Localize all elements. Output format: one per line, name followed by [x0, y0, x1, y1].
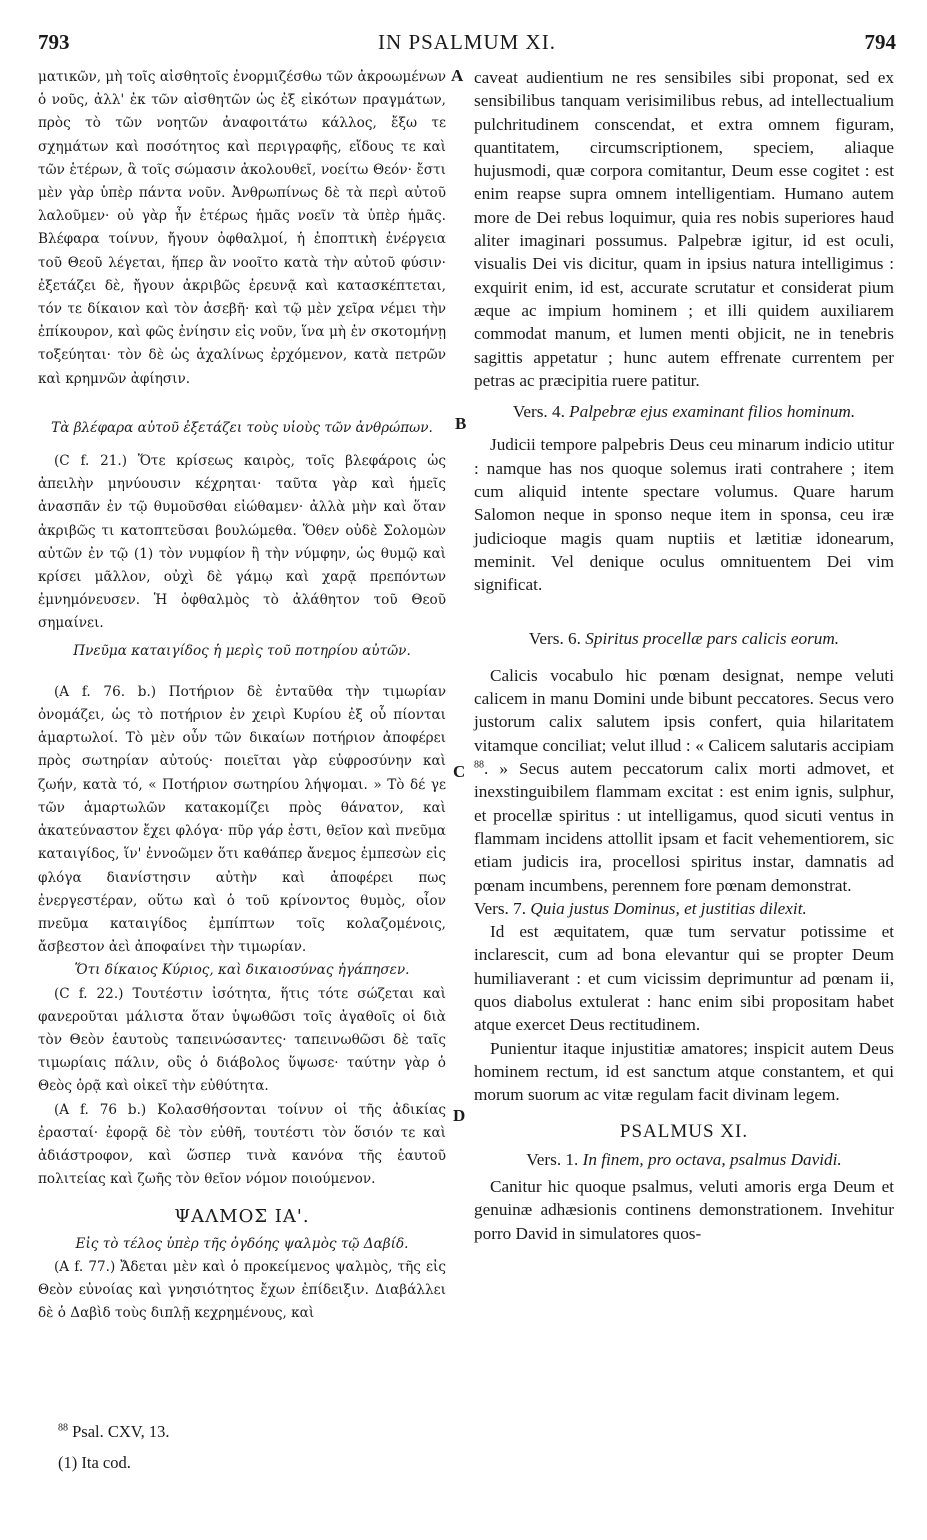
latin-paragraph: Canitur hic quoque psalmus, veluti amoris erga Deum et genuinæ adhæsionis continens demonstrationem. Invehitur porro David in simulatores quos- [474, 1177, 894, 1243]
footnote-ref: 88 [474, 759, 484, 771]
footnote-text: Psal. CXV, 13. [72, 1422, 170, 1441]
verse-label: Vers. 1. [526, 1149, 579, 1169]
text-run: Calicis vocabulo hic pœnam designat, nempe veluti calicem in manu Domini unde bibunt peccatores. Secus vero justorum calix salutem ipsis confert, quia hilaritatem vitamque conciliat; velut illud : « Calicem salutaris accipiam [474, 665, 894, 755]
greek-verse-7: Ὅτι δίκαιος Κύριος, καὶ δικαιοσύνας ἠγάπησεν. [74, 962, 410, 979]
greek-verse-4: Τὰ βλέφαρα αὐτοῦ ἐξετάζει τοὺς υἱοὺς τῶν ἀνθρώπων. [51, 419, 433, 436]
footnote [58, 1416, 169, 1447]
greek-paragraph: ματικῶν, μὴ τοῖς αἰσθητοῖς ἐνορμιζέσθω τῶν ἀκροωμένων ὁ νοῦς, ἀλλ' ἐκ τῶν αἰσθητῶν ὡς ἐξ εἰκότων πραγμάτων, πρὸς τὸ τῶν νοητῶν ἀναφοιτάτω κάλλος, ἔξω τε σχημάτων καὶ ποσότητος καὶ περιγραφῆς, εἴδους τε καὶ τῶν ἑτέρων, ἃ τοῖς σώμασιν ἀκολουθεῖ, νοείτω Θεόν· ἔστι μὲν γὰρ ὑπὲρ πάντα νοῦν. Ἀνθρωπίνως δὲ τὰ περὶ αὐτοῦ λαλοῦμεν· οὐ γὰρ ἦν ἑτέρως ἡμᾶς νοεῖν τὰ ὑπὲρ ἡμᾶς. Βλέφαρα τοίνυν, ἤγουν ὀφθαλμοί, ἡ ἐποπτικὴ ἐνέργεια τοῦ Θεοῦ λέγεται, ἥπερ ἂν νοοῖτο κατὰ τὴν αὐτοῦ φύσιν· ἐξετάζει δὲ, ἤγουν ἀκριβῶς ἐρευνᾷ καὶ κατασκέπτεται, τόν τε δίκαιον καὶ τὸν ἀσεβῆ· καὶ τῷ μὲν χεῖρα νέμει τὴν ἐπίκουρον, καὶ φῶς ἐνίησιν εἰς νοῦν, ἵνα μὴ ἐν σκοτομήνῃ τοξεύηται· τὸν δὲ ὡς ἀχαλίνως ἐρχόμενον, κατὰ πετρῶν καὶ κρημνῶν ἀφίησιν. [38, 69, 446, 387]
greek-paragraph: (C f. 22.) Τουτέστιν ἰσότητα, ἥτις τότε σώζεται καὶ φανεροῦται μάλιστα ὅταν ὑψωθῶσι τοῖς ἀγαθοῖς οἱ διὰ τὸν Θεὸν ἑαυτοὺς ταπεινώσαντες· ταπεινωθῶσι δὲ ταῖς τιμωρίαις πάλιν, οὓς ὁ διάβολος ὕψωσε· ταύτην γὰρ ὁ Θεὸς ὁρᾷ καὶ οἰκεῖ τὴν εὐθύτητα. [38, 985, 446, 1095]
running-title: IN PSALMUM XI. [378, 30, 556, 54]
margin-letter-c: C [453, 762, 466, 781]
margin-letter-b: B [455, 414, 467, 433]
footnote-mark: 88 [58, 1422, 68, 1434]
latin-verse-1 [474, 1148, 894, 1171]
latin-psalm-heading: PSALMUS XI. [619, 1121, 749, 1143]
verse-label: Vers. 4. [512, 402, 565, 422]
verse-text: Quia justus Dominus, et justitias dilexit. [530, 898, 807, 918]
latin-paragraph: Judicii tempore palpebris Deus ceu minarum indicio utitur : namque has nos quoque solemus irati contrahere ; item cum aliquid intente spectare volumus. Quare harum Salomon neque in sponso neque item in sponsa, ceu iræ judicioque magis quam nuptiis et lætitiæ idonearum, meminit. Vel denique oculus omnituentem Dei vim significat. [474, 435, 894, 595]
margin-letter-a: A [451, 66, 464, 85]
greek-verse-1: Εἰς τὸ τέλος ὑπὲρ τῆς ὀγδόης ψαλμὸς τῷ Δαβίδ. [75, 1235, 409, 1252]
footnote [58, 1447, 169, 1478]
text-run: . » Secus autem peccatorum calix morti admovet, et inexstinguibilem flammam excitat : est enim ignis, sulphur, et procellæ spiritus : ut intelligamus, quod sicuti ventus in flammam incidens attollit ipsam et facit vehementiorem, sic etiam judicis ira, procellosi spiritus instar, damnatis ad pœnam incumbens, perennem fore pœnam demonstrat. [474, 759, 894, 895]
greek-column [38, 66, 446, 1325]
margin-letter-d: D [453, 1106, 466, 1125]
verse-label: Vers. 7. [474, 898, 527, 918]
greek-verse-6: Πνεῦμα καταιγίδος ἡ μερὶς τοῦ ποτηρίου αὐτῶν. [73, 642, 411, 659]
latin-paragraph: Id est æquitatem, quæ tum servatur potissime et inclarescit, cum ad bona elevantur qui se propter Deum humiliaverant : et cum vicissim deprimuntur ad pœnam ii, quos diabolus extulerat : hanc enim sibi propositam habet atque exercet Deus rectitudinem. [474, 922, 894, 1035]
latin-paragraph [474, 664, 894, 897]
verse-label: Vers. 6. [528, 628, 581, 648]
greek-paragraph: (A f. 77.) Ἄδεται μὲν καὶ ὁ προκείμενος ψαλμὸς, τῆς εἰς Θεὸν εὐνοίας καὶ γνησιότητος ἔχων ἐπίδειξιν. Διαβάλλει δὲ ὁ Δαβὶδ τοὺς διπλῇ κεχρημένους, καὶ [38, 1258, 446, 1322]
verse-text: Spiritus procellæ pars calicis eorum. [585, 628, 840, 648]
latin-column [474, 66, 894, 1245]
page-number-right: 794 [864, 30, 896, 54]
footnotes [58, 1416, 169, 1478]
latin-verse-4 [474, 400, 894, 423]
page-header [38, 30, 896, 60]
latin-paragraph: caveat audientium ne res sensibiles sibi proponat, sed ex sensibilibus tanquam verisimilibus rebus, ad intellectualium pulchritudinem conscendat, et extra omnem figuram, quantitatem, circumscriptionem, speciem, aliaque hujusmodi, quæ corpora comitantur, Deum esse cogitet : est enim reapse supra omnem intelligentiam. Humano autem more de Dei rebus loquimur, quia res nobis superiores haud aliter imaginari possumus. Palpebræ igitur, id est oculi, visualis Dei vis dicitur, quam in ipsius natura intelligimus : exquirit enim, id est, accurate scrutatur et considerat pium æque ac impium hominem ; et illi quidem auxiliarem commodat manum, et lumen menti objicit, ne in tenebris sagittis appetatur ; hunc autem effrenate currentem per petras ac præcipitia ruere patitur. [474, 68, 894, 390]
greek-psalm-heading: ΨΑΛΜΟΣ ΙΑ'. [174, 1206, 310, 1228]
page-number-left: 793 [38, 30, 70, 54]
greek-paragraph: (A f. 76. b.) Ποτήριον δὲ ἐνταῦθα τὴν τιμωρίαν ὀνομάζει, ὡς τὸ ποτήριον ἐν χειρὶ Κυρίου ἐξ οὗ πίονται ἁμαρτωλοί. Τὸ μὲν οὖν τῶν δικαίων ποτήριον ἀποφέρει πρὸς σωτηρίαν αὐτούς· ποιεῖται γὰρ εὐφροσύνην καὶ ζωήν, κατὰ τό, « Ποτήριον σωτηρίου λήψομαι. » Τὸ δέ γε τῶν ἁμαρτωλῶν κατακομίζει πρὸς θάνατον, καὶ ἀκατεύναστον ἔχει φλόγα· πῦρ γάρ ἐστι, θεῖον καὶ πνεῦμα καταιγίδος, ἵν' ἐννοῶμεν ὅτι καθάπερ ἄνεμος ἐμπεσὼν εἰς φλόγα διανίστησιν αὐτὴν καὶ ἀποφέρει πως ἐνεργεστέραν, οὕτω καὶ ὁ τοῦ κρίνοντος θυμὸς, οἷον πνεῦμα καταιγίδος ἐμπίπτων τοῖς κολαζομένοις, ἄσβεστον ἀεὶ ἀποφαίνει τὴν τιμωρίαν. [38, 683, 446, 956]
verse-text: Palpebræ ejus examinant filios hominum. [569, 402, 856, 422]
verse-text: In finem, pro octava, psalmus Davidi. [582, 1149, 842, 1169]
greek-paragraph: (A f. 76 b.) Κολασθήσονται τοίνυν οἱ τῆς ἀδικίας ἐρασταί· ἐφορᾷ δὲ τὸν εὐθῆ, τουτέστι τὸν ὅσιόν τε καὶ ἀδιάστροφον, καὶ ὥσπερ τινὰ κανόνα τῆς ἑαυτοῦ πολιτείας καὶ ζωῆς τὸν θεῖον νόμον ποιούμενον. [38, 1101, 446, 1188]
footnote-text: (1) Ita cod. [58, 1453, 131, 1472]
latin-verse-7 [474, 897, 894, 920]
latin-verse-6 [474, 627, 894, 650]
greek-paragraph: (C f. 21.) Ὅτε κρίσεως καιρὸς, τοῖς βλεφάροις ὡς ἀπειλὴν μηνύουσιν κέχρηται· ταῦτα γὰρ καὶ ἡμεῖς ἀνασπᾶν ἐν τῷ θυμοῦσθαι εἰώθαμεν· ἀλλὰ μὴν καὶ ὅταν ἀκριβῶς τι κατοπτεῦσαι βουλώμεθα. Ὅθεν οὐδὲ Σολομὼν αὐτῶν ἐν τῷ (1) τὸν νυμφίον ἢ τὴν νύμφην, ὡς θυμῷ καὶ κρίσει μᾶλλον, οὐχὶ δὲ γάμῳ καὶ χαρᾷ πρεπόντων ἐμνημόνευσεν. Ἡ ὀφθαλμὸς τὸ ἀλάθητον τοῦ Θεοῦ σημαίνει. [38, 453, 446, 632]
latin-paragraph: Punientur itaque injustitiæ amatores; inspicit autem Deus hominem rectum, id est sanctum atque constantem, et qui morum suorum ac vitæ regulam facit divinam legem. [474, 1038, 894, 1105]
